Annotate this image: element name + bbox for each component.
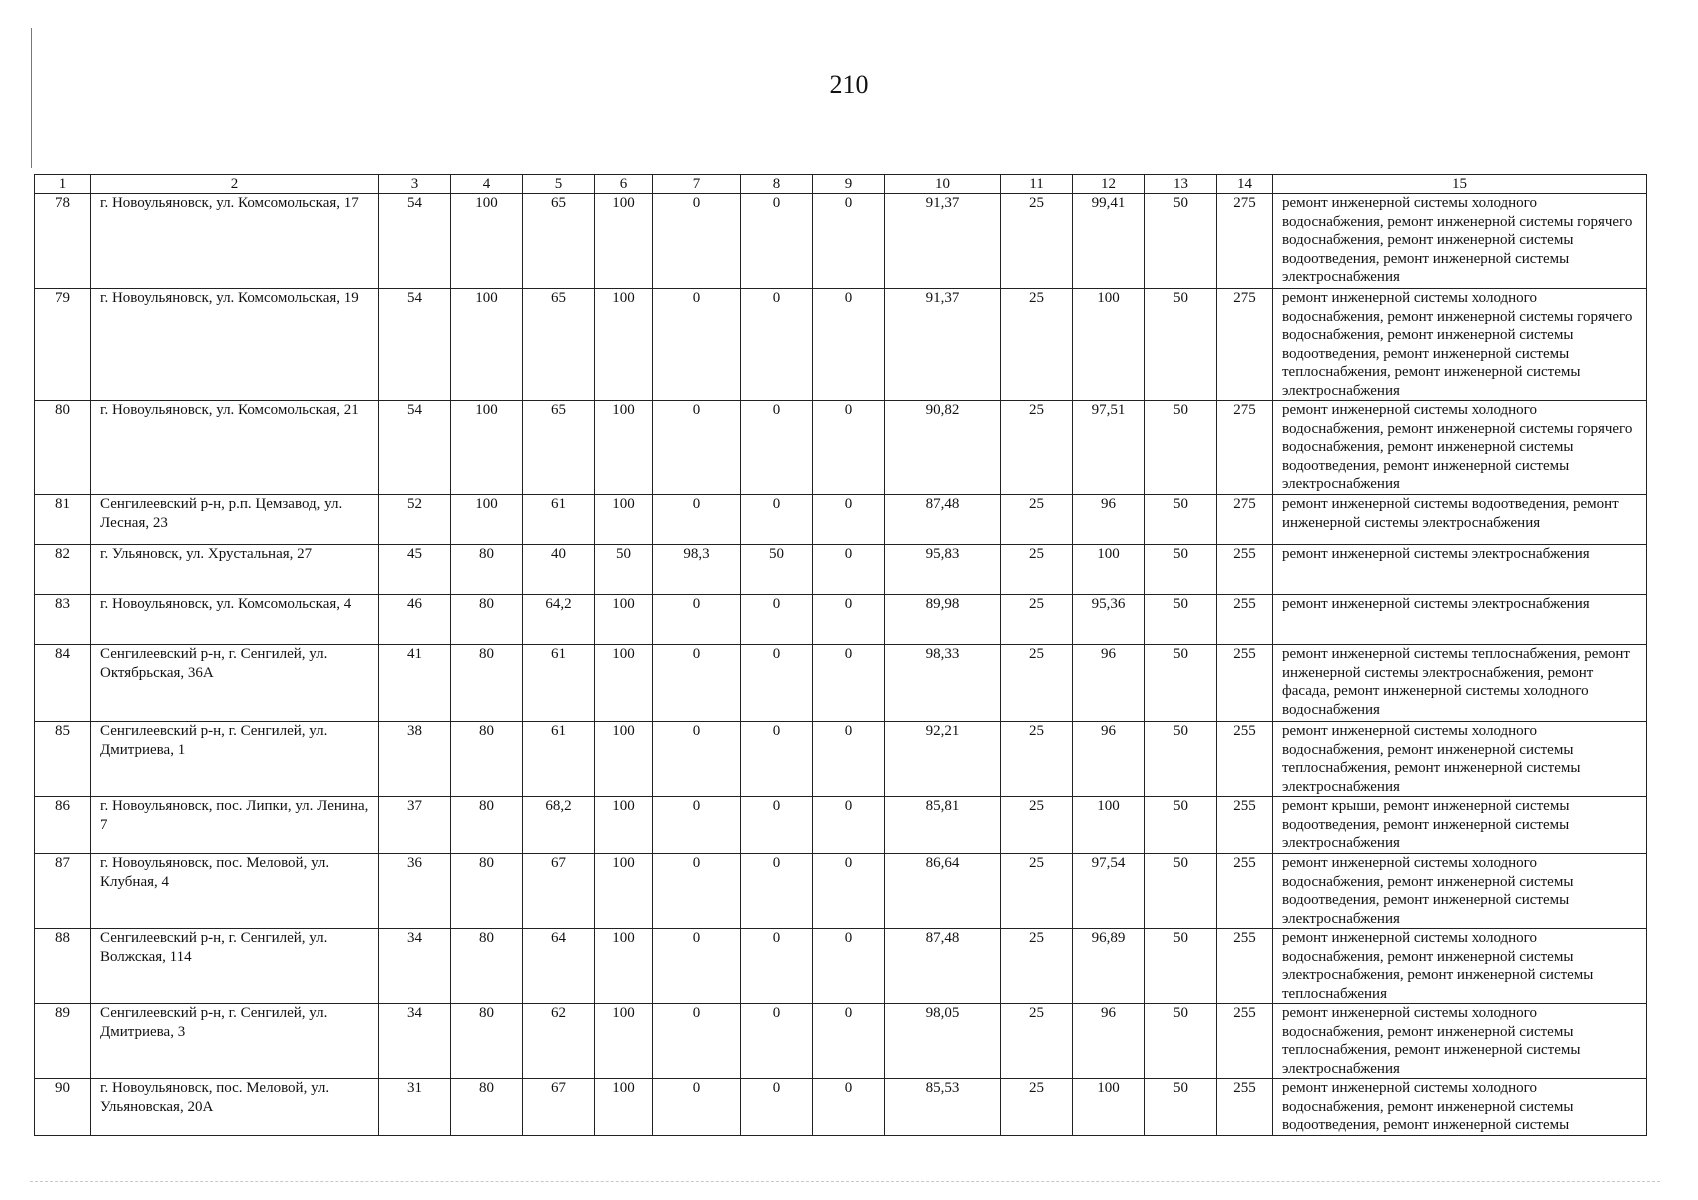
col-13-value: 50	[1145, 854, 1217, 929]
column-header: 9	[813, 175, 885, 194]
address: г. Новоульяновск, пос. Липки, ул. Ленина, 7	[91, 797, 379, 854]
col-10-value: 87,48	[885, 495, 1001, 545]
col-5-value: 64	[523, 929, 595, 1004]
col-4-value: 100	[451, 289, 523, 401]
column-header: 8	[741, 175, 813, 194]
col-12-value: 96,89	[1073, 929, 1145, 1004]
work-description: ремонт инженерной системы холодного водоснабжения, ремонт инженерной системы горячего водоснабжения, ремонт инженерной системы водоотведения, ремонт инженерной системы электроснабжения	[1273, 401, 1647, 495]
col-10-value: 92,21	[885, 722, 1001, 797]
row-number: 83	[35, 595, 91, 645]
col-6-value: 100	[595, 495, 653, 545]
work-description: ремонт инженерной системы теплоснабжения, ремонт инженерной системы электроснабжения, ремонт фасада, ремонт инженерной системы холодного водоснабжения	[1273, 645, 1647, 722]
col-6-value: 100	[595, 722, 653, 797]
col-9-value: 0	[813, 722, 885, 797]
col-14-value: 275	[1217, 289, 1273, 401]
col-7-value: 0	[653, 929, 741, 1004]
address: Сенгилеевский р-н, г. Сенгилей, ул. Дмитриева, 3	[91, 1004, 379, 1079]
col-13-value: 50	[1145, 1004, 1217, 1079]
col-10-value: 85,81	[885, 797, 1001, 854]
column-header: 5	[523, 175, 595, 194]
col-9-value: 0	[813, 545, 885, 595]
col-11-value: 25	[1001, 1079, 1073, 1136]
col-13-value: 50	[1145, 929, 1217, 1004]
col-5-value: 65	[523, 289, 595, 401]
col-7-value: 98,3	[653, 545, 741, 595]
address: Сенгилеевский р-н, р.п. Цемзавод, ул. Лесная, 23	[91, 495, 379, 545]
col-10-value: 90,82	[885, 401, 1001, 495]
col-14-value: 275	[1217, 194, 1273, 289]
row-number: 87	[35, 854, 91, 929]
address: г. Новоульяновск, ул. Комсомольская, 17	[91, 194, 379, 289]
col-3-value: 41	[379, 645, 451, 722]
col-5-value: 61	[523, 722, 595, 797]
row-number: 85	[35, 722, 91, 797]
row-number: 90	[35, 1079, 91, 1136]
col-6-value: 100	[595, 797, 653, 854]
col-4-value: 80	[451, 929, 523, 1004]
col-3-value: 34	[379, 929, 451, 1004]
col-6-value: 100	[595, 1079, 653, 1136]
row-number: 79	[35, 289, 91, 401]
work-description: ремонт инженерной системы холодного водоснабжения, ремонт инженерной системы водоотведения, ремонт инженерной системы электроснабжения	[1273, 854, 1647, 929]
col-9-value: 0	[813, 797, 885, 854]
work-description: ремонт инженерной системы холодного водоснабжения, ремонт инженерной системы теплоснабжения, ремонт инженерной системы электроснабжения	[1273, 1004, 1647, 1079]
col-4-value: 100	[451, 194, 523, 289]
col-5-value: 40	[523, 545, 595, 595]
col-11-value: 25	[1001, 797, 1073, 854]
col-7-value: 0	[653, 289, 741, 401]
col-7-value: 0	[653, 722, 741, 797]
table-row	[35, 797, 1647, 854]
col-12-value: 97,54	[1073, 854, 1145, 929]
col-12-value: 100	[1073, 1079, 1145, 1136]
col-8-value: 0	[741, 595, 813, 645]
col-12-value: 100	[1073, 797, 1145, 854]
col-12-value: 96	[1073, 495, 1145, 545]
col-9-value: 0	[813, 854, 885, 929]
address: Сенгилеевский р-н, г. Сенгилей, ул. Дмитриева, 1	[91, 722, 379, 797]
col-8-value: 0	[741, 722, 813, 797]
col-12-value: 99,41	[1073, 194, 1145, 289]
col-5-value: 67	[523, 1079, 595, 1136]
col-10-value: 95,83	[885, 545, 1001, 595]
col-10-value: 91,37	[885, 194, 1001, 289]
col-4-value: 80	[451, 545, 523, 595]
col-12-value: 95,36	[1073, 595, 1145, 645]
col-10-value: 89,98	[885, 595, 1001, 645]
col-8-value: 0	[741, 289, 813, 401]
col-9-value: 0	[813, 929, 885, 1004]
table-row	[35, 545, 1647, 595]
col-6-value: 100	[595, 1004, 653, 1079]
col-3-value: 54	[379, 401, 451, 495]
column-header: 15	[1273, 175, 1647, 194]
col-13-value: 50	[1145, 289, 1217, 401]
table-row	[35, 854, 1647, 929]
work-description: ремонт инженерной системы электроснабжения	[1273, 545, 1647, 595]
col-9-value: 0	[813, 1079, 885, 1136]
column-header: 2	[91, 175, 379, 194]
header-row	[35, 175, 1647, 194]
col-11-value: 25	[1001, 545, 1073, 595]
col-5-value: 64,2	[523, 595, 595, 645]
col-7-value: 0	[653, 797, 741, 854]
col-13-value: 50	[1145, 645, 1217, 722]
table-row	[35, 645, 1647, 722]
row-number: 86	[35, 797, 91, 854]
col-13-value: 50	[1145, 194, 1217, 289]
row-number: 78	[35, 194, 91, 289]
table-row	[35, 495, 1647, 545]
address: г. Новоульяновск, пос. Меловой, ул. Клубная, 4	[91, 854, 379, 929]
col-6-value: 100	[595, 854, 653, 929]
col-14-value: 255	[1217, 545, 1273, 595]
col-6-value: 50	[595, 545, 653, 595]
col-7-value: 0	[653, 1004, 741, 1079]
col-4-value: 100	[451, 401, 523, 495]
address: г. Новоульяновск, ул. Комсомольская, 21	[91, 401, 379, 495]
col-4-value: 80	[451, 854, 523, 929]
row-number: 88	[35, 929, 91, 1004]
col-4-value: 80	[451, 722, 523, 797]
table-row	[35, 1004, 1647, 1079]
col-11-value: 25	[1001, 495, 1073, 545]
col-5-value: 65	[523, 401, 595, 495]
col-11-value: 25	[1001, 1004, 1073, 1079]
col-14-value: 255	[1217, 797, 1273, 854]
col-9-value: 0	[813, 495, 885, 545]
work-description: ремонт инженерной системы холодного водоснабжения, ремонт инженерной системы водоотведения, ремонт инженерной системы	[1273, 1079, 1647, 1136]
col-11-value: 25	[1001, 645, 1073, 722]
col-14-value: 255	[1217, 854, 1273, 929]
table-row	[35, 401, 1647, 495]
col-14-value: 255	[1217, 722, 1273, 797]
col-6-value: 100	[595, 929, 653, 1004]
col-4-value: 80	[451, 1004, 523, 1079]
table-row	[35, 289, 1647, 401]
col-14-value: 275	[1217, 401, 1273, 495]
work-description: ремонт крыши, ремонт инженерной системы водоотведения, ремонт инженерной системы электроснабжения	[1273, 797, 1647, 854]
col-14-value: 275	[1217, 495, 1273, 545]
col-4-value: 100	[451, 495, 523, 545]
col-12-value: 96	[1073, 1004, 1145, 1079]
col-8-value: 0	[741, 194, 813, 289]
column-header: 6	[595, 175, 653, 194]
col-10-value: 87,48	[885, 929, 1001, 1004]
col-8-value: 0	[741, 495, 813, 545]
column-header: 3	[379, 175, 451, 194]
col-5-value: 67	[523, 854, 595, 929]
col-5-value: 65	[523, 194, 595, 289]
col-3-value: 54	[379, 289, 451, 401]
col-13-value: 50	[1145, 401, 1217, 495]
col-8-value: 0	[741, 1004, 813, 1079]
col-10-value: 85,53	[885, 1079, 1001, 1136]
col-6-value: 100	[595, 595, 653, 645]
col-6-value: 100	[595, 194, 653, 289]
column-header: 1	[35, 175, 91, 194]
col-11-value: 25	[1001, 854, 1073, 929]
col-7-value: 0	[653, 495, 741, 545]
col-3-value: 46	[379, 595, 451, 645]
row-number: 89	[35, 1004, 91, 1079]
address: г. Новоульяновск, ул. Комсомольская, 4	[91, 595, 379, 645]
row-number: 82	[35, 545, 91, 595]
col-8-value: 0	[741, 645, 813, 722]
column-header: 14	[1217, 175, 1273, 194]
col-12-value: 100	[1073, 545, 1145, 595]
address: г. Ульяновск, ул. Хрустальная, 27	[91, 545, 379, 595]
col-9-value: 0	[813, 194, 885, 289]
col-9-value: 0	[813, 401, 885, 495]
column-header: 12	[1073, 175, 1145, 194]
col-11-value: 25	[1001, 929, 1073, 1004]
col-5-value: 62	[523, 1004, 595, 1079]
address: г. Новоульяновск, ул. Комсомольская, 19	[91, 289, 379, 401]
col-7-value: 0	[653, 1079, 741, 1136]
col-13-value: 50	[1145, 545, 1217, 595]
col-10-value: 98,33	[885, 645, 1001, 722]
col-5-value: 61	[523, 495, 595, 545]
col-10-value: 98,05	[885, 1004, 1001, 1079]
table-row	[35, 1079, 1647, 1136]
col-8-value: 0	[741, 854, 813, 929]
col-6-value: 100	[595, 289, 653, 401]
work-description: ремонт инженерной системы холодного водоснабжения, ремонт инженерной системы теплоснабжения, ремонт инженерной системы электроснабжения	[1273, 722, 1647, 797]
col-7-value: 0	[653, 194, 741, 289]
col-3-value: 45	[379, 545, 451, 595]
col-14-value: 255	[1217, 645, 1273, 722]
table-row	[35, 595, 1647, 645]
col-11-value: 25	[1001, 401, 1073, 495]
row-number: 80	[35, 401, 91, 495]
col-14-value: 255	[1217, 929, 1273, 1004]
column-header: 10	[885, 175, 1001, 194]
col-14-value: 255	[1217, 1004, 1273, 1079]
col-11-value: 25	[1001, 194, 1073, 289]
col-8-value: 0	[741, 401, 813, 495]
address: Сенгилеевский р-н, г. Сенгилей, ул. Волжская, 114	[91, 929, 379, 1004]
col-4-value: 80	[451, 797, 523, 854]
col-9-value: 0	[813, 595, 885, 645]
column-header: 13	[1145, 175, 1217, 194]
work-description: ремонт инженерной системы электроснабжения	[1273, 595, 1647, 645]
col-4-value: 80	[451, 1079, 523, 1136]
col-3-value: 54	[379, 194, 451, 289]
row-number: 81	[35, 495, 91, 545]
col-13-value: 50	[1145, 797, 1217, 854]
col-3-value: 34	[379, 1004, 451, 1079]
col-8-value: 50	[741, 545, 813, 595]
col-13-value: 50	[1145, 595, 1217, 645]
scan-artifact-line	[30, 1181, 1660, 1182]
col-5-value: 61	[523, 645, 595, 722]
col-7-value: 0	[653, 645, 741, 722]
col-12-value: 100	[1073, 289, 1145, 401]
col-12-value: 97,51	[1073, 401, 1145, 495]
address: Сенгилеевский р-н, г. Сенгилей, ул. Октябрьская, 36А	[91, 645, 379, 722]
col-8-value: 0	[741, 797, 813, 854]
col-3-value: 52	[379, 495, 451, 545]
col-12-value: 96	[1073, 645, 1145, 722]
col-11-value: 25	[1001, 722, 1073, 797]
col-6-value: 100	[595, 401, 653, 495]
col-11-value: 25	[1001, 595, 1073, 645]
column-header: 11	[1001, 175, 1073, 194]
col-11-value: 25	[1001, 289, 1073, 401]
table-row	[35, 722, 1647, 797]
col-3-value: 36	[379, 854, 451, 929]
col-4-value: 80	[451, 645, 523, 722]
col-10-value: 91,37	[885, 289, 1001, 401]
col-3-value: 37	[379, 797, 451, 854]
table-row	[35, 194, 1647, 289]
col-6-value: 100	[595, 645, 653, 722]
work-description: ремонт инженерной системы холодного водоснабжения, ремонт инженерной системы горячего водоснабжения, ремонт инженерной системы водоотведения, ремонт инженерной системы электроснабжения	[1273, 194, 1647, 289]
col-9-value: 0	[813, 289, 885, 401]
col-13-value: 50	[1145, 722, 1217, 797]
data-table	[34, 174, 1647, 1136]
table-row	[35, 929, 1647, 1004]
col-13-value: 50	[1145, 1079, 1217, 1136]
column-header: 7	[653, 175, 741, 194]
col-4-value: 80	[451, 595, 523, 645]
col-7-value: 0	[653, 854, 741, 929]
col-3-value: 31	[379, 1079, 451, 1136]
work-description: ремонт инженерной системы водоотведения, ремонт инженерной системы электроснабжения	[1273, 495, 1647, 545]
col-7-value: 0	[653, 401, 741, 495]
col-9-value: 0	[813, 1004, 885, 1079]
address: г. Новоульяновск, пос. Меловой, ул. Ульяновская, 20А	[91, 1079, 379, 1136]
row-number: 84	[35, 645, 91, 722]
work-description: ремонт инженерной системы холодного водоснабжения, ремонт инженерной системы электроснабжения, ремонт инженерной системы теплоснабжения	[1273, 929, 1647, 1004]
col-14-value: 255	[1217, 595, 1273, 645]
column-header: 4	[451, 175, 523, 194]
work-description: ремонт инженерной системы холодного водоснабжения, ремонт инженерной системы горячего водоснабжения, ремонт инженерной системы водоотведения, ремонт инженерной системы теплоснабжения, ремонт инженерной системы электроснабжения	[1273, 289, 1647, 401]
col-14-value: 255	[1217, 1079, 1273, 1136]
col-10-value: 86,64	[885, 854, 1001, 929]
col-5-value: 68,2	[523, 797, 595, 854]
col-7-value: 0	[653, 595, 741, 645]
col-8-value: 0	[741, 929, 813, 1004]
table-body	[35, 194, 1647, 1136]
col-3-value: 38	[379, 722, 451, 797]
page-number: 210	[829, 70, 869, 99]
col-13-value: 50	[1145, 495, 1217, 545]
col-12-value: 96	[1073, 722, 1145, 797]
col-9-value: 0	[813, 645, 885, 722]
col-8-value: 0	[741, 1079, 813, 1136]
